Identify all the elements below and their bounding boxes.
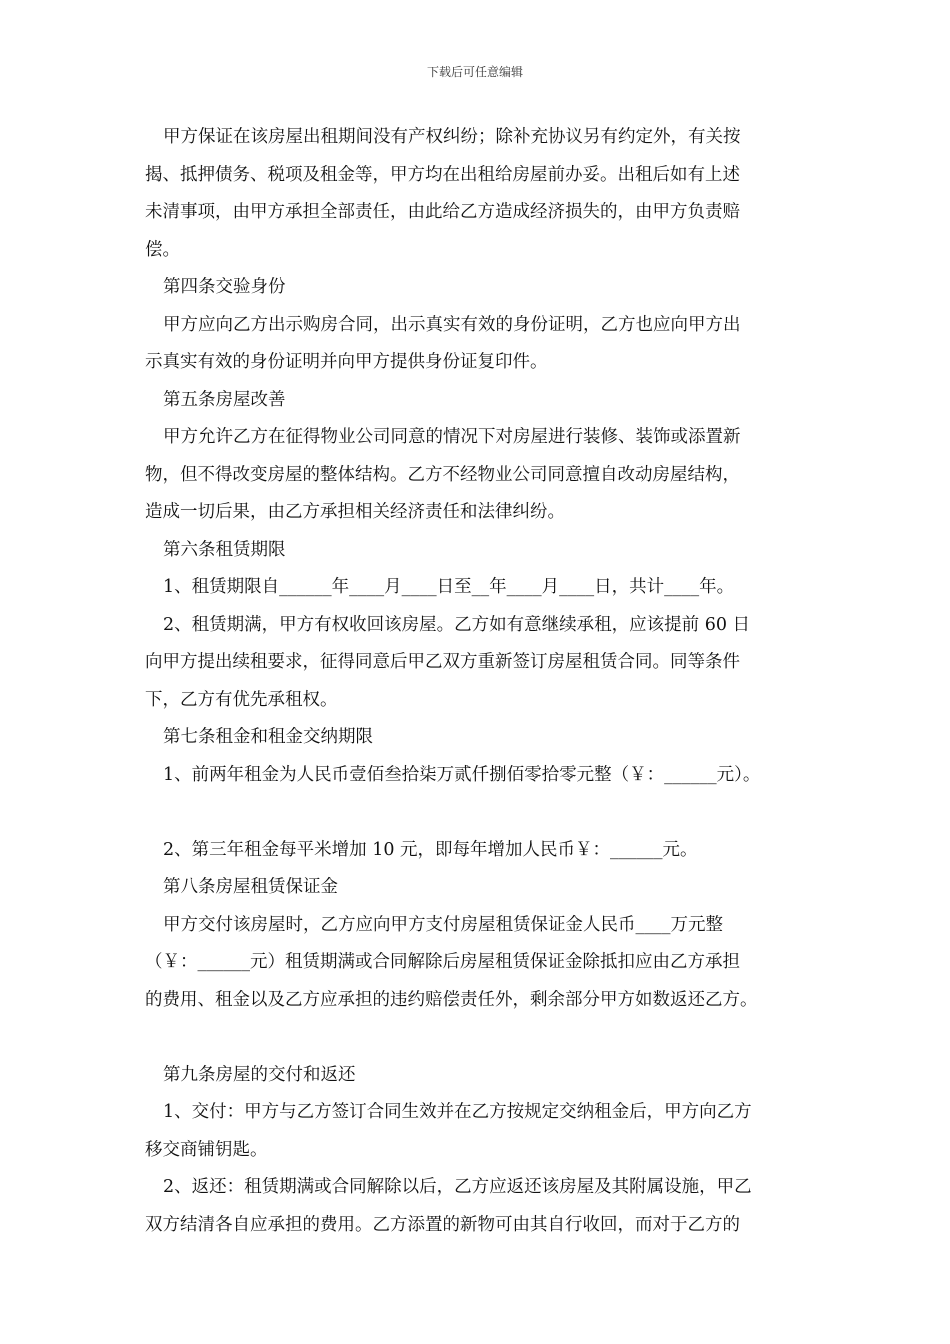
document-body [145, 119, 813, 1244]
blank-line [145, 794, 813, 832]
paragraph-line: 甲方交付该房屋时，乙方应向甲方支付房屋租赁保证金人民币____万元整 [163, 914, 723, 935]
paragraph-line: 2、返还：租赁期满或合同解除以后，乙方应返还该房屋及其附属设施，甲乙 [163, 1177, 752, 1197]
paragraph-line: 造成一切后果，由乙方承担相关经济责任和法律纠纷。 [145, 502, 565, 522]
article-4-title: 第四条交验身份 [163, 277, 286, 297]
paragraph-line: 物，但不得改变房屋的整体结构。乙方不经物业公司同意擅自改动房屋结构， [145, 464, 740, 485]
paragraph-line: 移交商铺钥匙。 [145, 1139, 268, 1160]
blank-line [145, 1019, 813, 1057]
paragraph-line: 甲方保证在该房屋出租期间没有产权纠纷；除补充协议另有约定外，有关按 [163, 127, 741, 147]
rent-line-1: 1、前两年租金为人民币壹佰叁拾柒万贰仟捌佰零拾零元整（￥：______元）。 [163, 764, 761, 785]
paragraph-line: （￥：______元）租赁期满或合同解除后房屋租赁保证金除抵扣应由乙方承担 [145, 952, 740, 972]
page-header: 下载后可任意编辑 [426, 65, 523, 79]
rent-line-2: 2、第三年租金每平米增加 10 元，即每年增加人民币￥：______元。 [163, 839, 698, 860]
lease-term-line: 1、租赁期限自______年____月____日至__年____月____日，共计____年。 [163, 577, 735, 597]
article-6-title: 第六条租赁期限 [163, 539, 286, 560]
paragraph-line: 甲方应向乙方出示购房合同，出示真实有效的身份证明，乙方也应向甲方出 [163, 314, 741, 335]
paragraph-line: 未清事项，由甲方承担全部责任，由此给乙方造成经济损失的，由甲方负责赔 [145, 202, 740, 222]
paragraph-line: 双方结清各自应承担的费用。乙方添置的新物可由其自行收回，而对于乙方的 [145, 1214, 740, 1235]
paragraph-line: 甲方允许乙方在征得物业公司同意的情况下对房屋进行装修、装饰或添置新 [163, 427, 741, 447]
article-5-title: 第五条房屋改善 [163, 389, 286, 410]
article-8-title: 第八条房屋租赁保证金 [163, 877, 338, 897]
paragraph-line: 揭、抵押债务、税项及租金等，甲方均在出租给房屋前办妥。出租后如有上述 [145, 164, 740, 185]
paragraph-line: 2、租赁期满，甲方有权收回该房屋。乙方如有意继续承租，应该提前 60 日 [163, 614, 751, 635]
article-7-title: 第七条租金和租金交纳期限 [163, 727, 373, 747]
paragraph-line: 示真实有效的身份证明并向甲方提供身份证复印件。 [145, 352, 548, 372]
paragraph-line: 下，乙方有优先承租权。 [145, 689, 338, 710]
article-9-title: 第九条房屋的交付和返还 [163, 1064, 356, 1085]
paragraph-line: 1、交付：甲方与乙方签订合同生效并在乙方按规定交纳租金后，甲方向乙方 [163, 1102, 752, 1122]
paragraph-line: 向甲方提出续租要求，征得同意后甲乙双方重新签订房屋租赁合同。同等条件 [145, 652, 740, 672]
paragraph-line: 的费用、租金以及乙方应承担的违约赔偿责任外，剩余部分甲方如数返还乙方。 [145, 989, 758, 1010]
paragraph-line: 偿。 [145, 239, 180, 260]
